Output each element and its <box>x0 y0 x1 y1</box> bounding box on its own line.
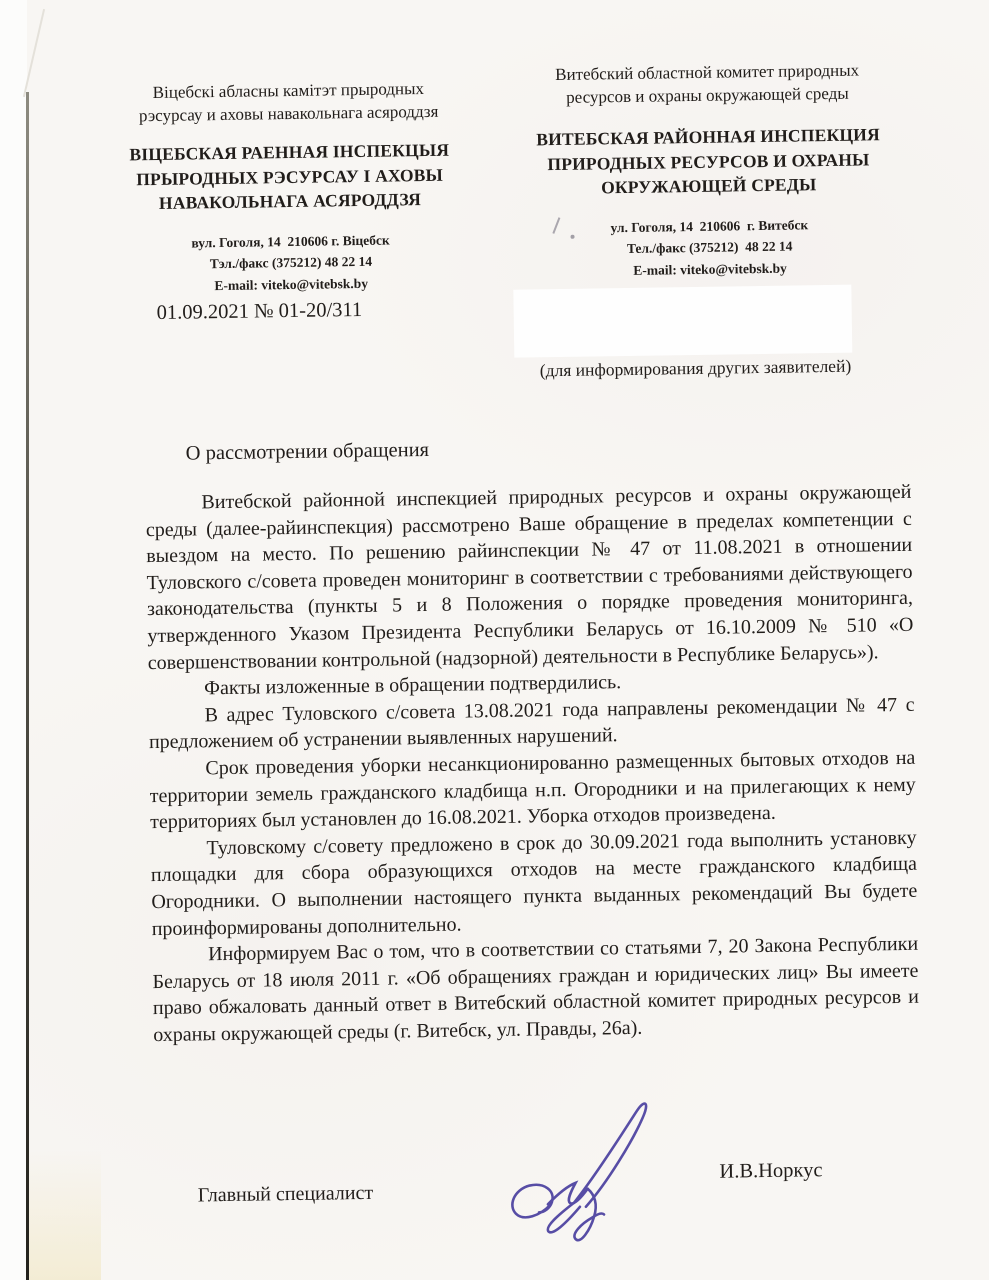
letterhead-right-org-line: Витебский областной комитет природных <box>555 60 860 85</box>
subject-line: О рассмотрении обращения <box>185 438 430 465</box>
letterhead-left <box>98 76 481 298</box>
letterhead-left-title-line: ПРЫРОДНЫХ РЭСУРСАУ І АХОВЫ <box>136 164 444 189</box>
body-paragraph: Информируем Вас о том, что в соответствии со статьями 7, 20 Закона Республики Беларусь от 18 июля 2011 г. «Об обращениях граждан и юридических лиц» Вы имеете право обжаловать данный ответ в Витебский областной комитет природных ресурсов и охраны окружающей среды (г. Витебск, ул. Правды, 26а). <box>152 932 920 1046</box>
reference-date-number: 01.09.2021 № 01-20/311 <box>156 298 363 324</box>
body-paragraph: В адрес Туловского с/совета 13.08.2021 года направлены рекомендации № 47 с предложением об устранении выявленных нарушений. <box>148 693 915 754</box>
letterhead-right-address-line: ул. Гоголя, 14 210606 г. Витебск <box>610 216 809 235</box>
letterhead-left-org-line: Віцебскі абласны камітэт прыродных <box>152 78 425 103</box>
letterhead-left-address <box>100 228 481 298</box>
signoff-position: Главный специалист <box>197 1181 374 1207</box>
letterhead-right-title-line: ОКРУЖАЮЩЕЙ СРЕДЫ <box>600 174 817 198</box>
pen-dot-artifact <box>571 235 575 239</box>
letterhead-left-address-line: вул. Гоголя, 14 210606 г. Віцебск <box>191 232 390 250</box>
letterhead-right-title-line: ПРИРОДНЫХ РЕСУРСОВ И ОХРАНЫ <box>547 148 870 174</box>
letterhead-left-title <box>99 137 480 216</box>
letterhead-right-address-line: Тел./факс (375212) 48 22 14 <box>626 238 793 257</box>
redacted-addressee-box <box>513 285 852 358</box>
body-paragraph: Срок проведения уборки несанкционированно размещенных бытовых отходов на территории земель гражданского кладбища н.п. Огородники и на прилегающих к нему территориях был установлен до 16.08.2021. Уборка отходов произведена. <box>149 746 916 834</box>
letter-body <box>145 479 919 1049</box>
letterhead-left-title-line: НАВАКОЛЬНАГА АСЯРОДДЗЯ <box>158 189 422 213</box>
letterhead-right-address <box>513 212 906 282</box>
signoff-name: И.В.Норкус <box>719 1159 823 1183</box>
letterhead-left-org-line: рэсурсау и аховы навакольнага асяроддзя <box>138 101 439 126</box>
letterhead-left-address-line: E-mail: viteko@vitebsk.by <box>214 275 369 293</box>
letterhead-right-address-line: E-mail: viteko@vitebsk.by <box>633 260 787 278</box>
letterhead-right <box>511 58 906 283</box>
letterhead-right-title-line: ВИТЕБСКАЯ РАЙОННАЯ ИНСПЕКЦИЯ <box>536 124 880 150</box>
body-paragraph: Туловскому с/совету предложено в срок до 30.09.2021 года выполнить установку площадки для сбора образующихся отходов на месте гражданского кладбища Огородники. О выполнении настоящего пункта выданных рекомендаций Вы будете проинформированы дополнительно. <box>150 826 918 940</box>
letterhead-left-address-line: Тэл./факс (375212) 48 22 14 <box>209 253 373 272</box>
letterhead-left-title-line: ВІЦЕБСКАЯ РАЕННАЯ ІНСПЕКЦЫЯ <box>129 139 450 165</box>
handwritten-signature <box>504 1093 671 1253</box>
recipient-note: (для информирования других заявителей) <box>539 355 852 381</box>
body-paragraph: Факты изложенные в обращении подтвердились. <box>204 671 622 700</box>
body-paragraph: Витебской районной инспекцией природных ресурсов и охраны окружающей среды (далее-райинспекция) рассмотрено Ваше обращение в пределах компетенции с выездом на место. По решению райинспекции № 47 от 11.08.2021 в отношении Туловского с/совета проведен мониторинг в соответствии с требованиями действующего законодательства (пункты 5 и 8 Положения о порядке проведения мониторинга, утвержденного Указом Президента Республики Беларусь от 16.10.2009 № 510 «О совершенствовании контрольной (надзорной) деятельности в Республике Беларусь»). <box>145 480 914 674</box>
letterhead-right-title <box>512 122 905 201</box>
letterhead-right-org-line: ресурсов и охраны окружающей среды <box>566 83 849 107</box>
